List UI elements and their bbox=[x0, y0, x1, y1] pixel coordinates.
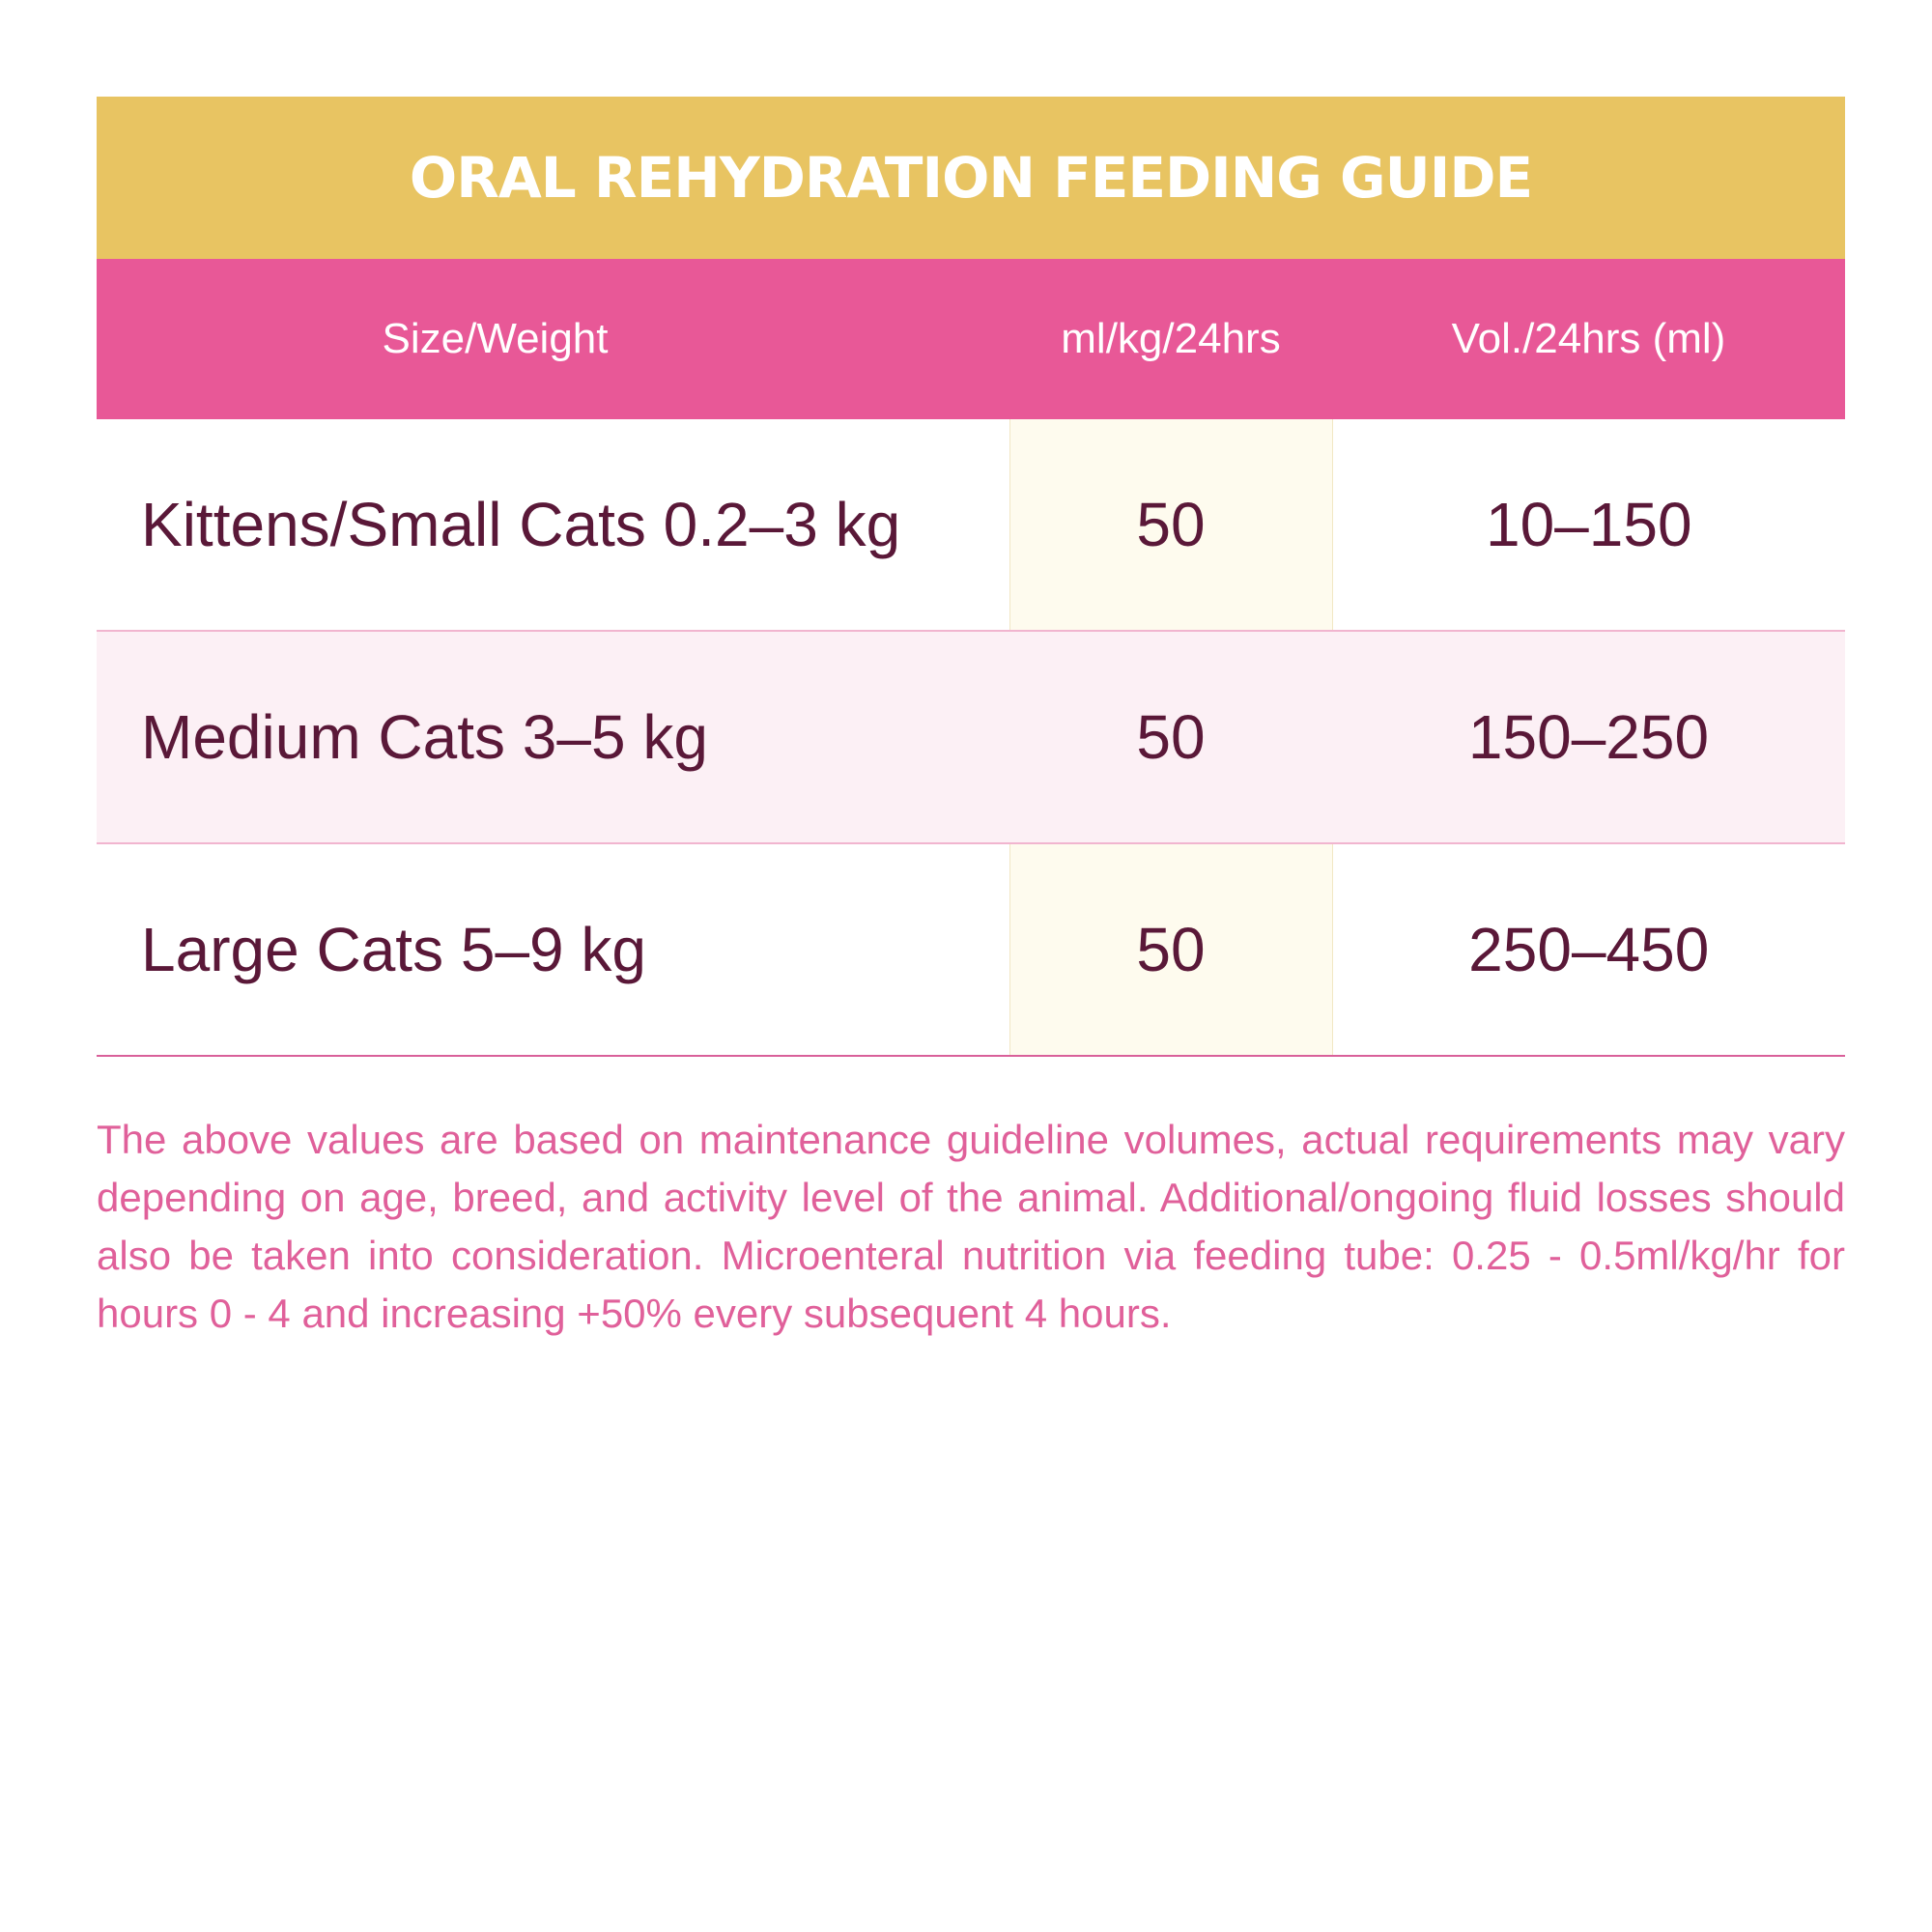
header-size-weight: Size/Weight bbox=[97, 259, 1009, 419]
table-header-row bbox=[97, 259, 1845, 419]
feeding-table bbox=[97, 259, 1845, 1057]
row-size: Kittens/Small Cats 0.2–3 kg bbox=[97, 419, 1009, 631]
row-rate: 50 bbox=[1009, 419, 1332, 631]
row-volume: 250–450 bbox=[1332, 843, 1845, 1056]
table-row bbox=[97, 419, 1845, 631]
row-rate: 50 bbox=[1009, 843, 1332, 1056]
table-row bbox=[97, 631, 1845, 843]
row-volume: 150–250 bbox=[1332, 631, 1845, 843]
row-size: Large Cats 5–9 kg bbox=[97, 843, 1009, 1056]
title-bar bbox=[97, 97, 1845, 259]
feeding-guide bbox=[97, 97, 1845, 1343]
table-row bbox=[97, 843, 1845, 1056]
row-volume: 10–150 bbox=[1332, 419, 1845, 631]
footnote: The above values are based on maintenance guideline volumes, actual requirements may vary depending on age, breed, and activity level of the animal. Additional/ongoing fluid losses should also be taken into consideration. Microenteral nutrition via feeding tube: 0.25 - 0.5ml/kg/hr for hours 0 - 4 and increasing +50% every subsequent 4 hours. bbox=[97, 1117, 1845, 1336]
header-volume: Vol./24hrs (ml) bbox=[1332, 259, 1845, 419]
guide-title: ORAL REHYDRATION FEEDING GUIDE bbox=[409, 145, 1533, 211]
row-rate: 50 bbox=[1009, 631, 1332, 843]
header-rate: ml/kg/24hrs bbox=[1009, 259, 1332, 419]
row-size: Medium Cats 3–5 kg bbox=[97, 631, 1009, 843]
